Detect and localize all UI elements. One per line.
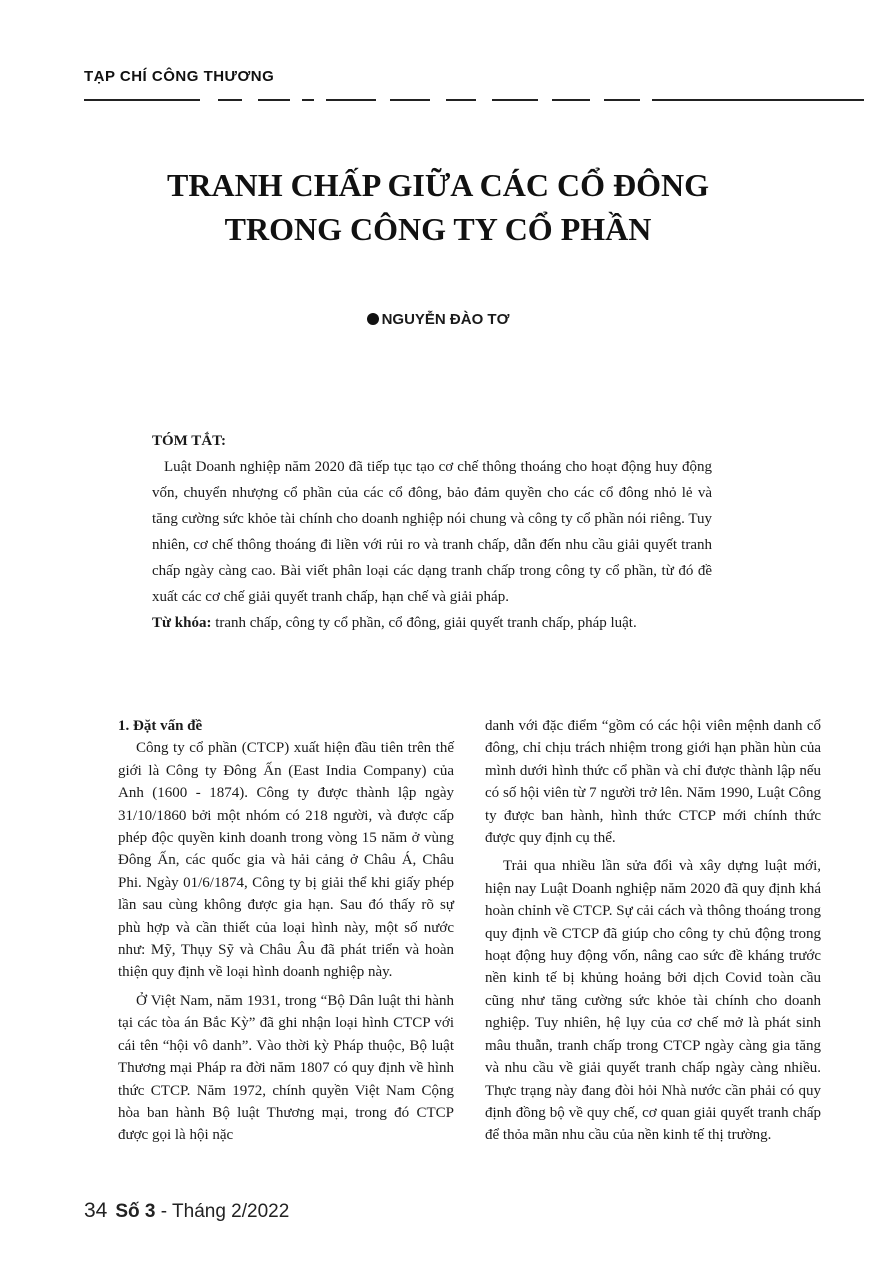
title-line-2: TRONG CÔNG TY CỔ PHẦN [224,211,652,247]
abstract-heading: TÓM TẮT: [152,433,227,449]
paragraph: Công ty cổ phần (CTCP) xuất hiện đầu tiên trên thế giới là Công ty Đông Ấn (East India Company) của Anh (1600 - 1874). Công ty được thành lập ngày 31/10/1860 bởi một nhóm có 218 người, và được cấp phép độc quyền kinh doanh trong vòng 15 năm ở vùng Đông Ấn, các quốc gia và hải cảng ở Châu Á, Châu Phi. Ngày 01/6/1874, Công ty bị giải thể khi giấy phép lần sau cùng không được gia hạn. Sau đó thấy rõ sự phù hợp và cần thiết của loại hình này, một số nước như: Mỹ, Thụy Sỹ và Châu Âu đã phát triển và hoàn thiện quy định về loại hình doanh nghiệp này. [118,740,454,981]
keywords-text: tranh chấp, công ty cổ phần, cổ đông, giải quyết tranh chấp, pháp luật. [211,615,637,631]
title-line-1: TRANH CHẤP GIỮA CÁC CỔ ĐÔNG [167,167,709,203]
right-column [485,715,821,1147]
author-name: NGUYỄN ĐÀO TƠ [381,311,510,328]
abstract [152,428,712,636]
paragraph: danh với đặc điểm “gồm có các hội viên mệnh danh cổ đông, chỉ chịu trách nhiệm trong giới hạn phần hùn của mình dưới hình thức cổ phần và chỉ được thành lập nếu có số hội viên từ 7 người trở lên. Năm 1990, Luật Công ty được ban hành, hình thức CTCP mới chính thức được quy định cụ thể. [485,718,821,847]
paragraph: Ở Việt Nam, năm 1931, trong “Bộ Dân luật thi hành tại các tòa án Bắc Kỳ” đã ghi nhận loại hình CTCP với cái tên “hội vô danh”. Vào thời kỳ Pháp thuộc, Bộ luật Thương mại Pháp ra đời năm 1807 có quy định về hình thức CTCP. Năm 1972, chính quyền Việt Nam Cộng hòa ban hành Bộ luật Thương mại, trong đó CTCP được gọi là hội nặc [118,992,454,1144]
issue-date: - Tháng 2/2022 [155,1201,290,1222]
bullet-icon [367,313,379,325]
paragraph: Trải qua nhiều lần sửa đổi và xây dựng luật mới, hiện nay Luật Doanh nghiệp năm 2020 đã quy định khá hoàn chỉnh về CTCP. Sự cải cách và thông thoáng trong quy định về CTCP đã giúp cho công ty chủ động trong hoạt động huy động vốn, nâng cao sức đề kháng trước nền kinh tế bị khủng hoảng bởi dịch Covid toàn cầu cũng như tăng cường sức khỏe tài chính cho doanh nghiệp. Tuy nhiên, hệ lụy của cơ chế mở là phát sinh mâu thuẫn, tranh chấp trong CTCP ngày càng gia tăng và nhu cầu về giải quyết tranh chấp ngày càng nhiều. Thực trạng này đang đòi hỏi Nhà nước cần phải có quy định đồng bộ về quy chế, cơ quan giải quyết tranh chấp để thỏa mãn nhu cầu của nền kinh tế thị trường. [485,858,821,1144]
left-column [118,715,454,1147]
journal-name: TẠP CHÍ CÔNG THƯƠNG [84,68,275,85]
issue-label: Số 3 [115,1201,156,1222]
author-line [0,311,876,328]
section-heading: 1. Đặt vấn đề [118,718,203,734]
keywords-label: Từ khóa: [152,615,212,631]
page-footer [84,1199,289,1223]
page-number: 34 [84,1199,108,1222]
article-title [0,163,876,251]
abstract-body: Luật Doanh nghiệp năm 2020 đã tiếp tục tạo cơ chế thông thoáng cho hoạt động huy động vốn, chuyển nhượng cổ phần của các cổ đông, bảo đảm quyền cho các cổ đông nhỏ lẻ và tăng cường sức khỏe tài chính cho doanh nghiệp nói chung và công ty cổ phần nói riêng. Tuy nhiên, cơ chế thông thoáng đi liền với rủi ro và tranh chấp, dẫn đến nhu cầu giải quyết tranh chấp ngày càng cao. Bài viết phân loại các dạng tranh chấp trong công ty cổ phần, từ đó đề xuất các cơ chế giải quyết tranh chấp, hạn chế và giải pháp. [152,459,712,605]
keywords [152,610,712,636]
